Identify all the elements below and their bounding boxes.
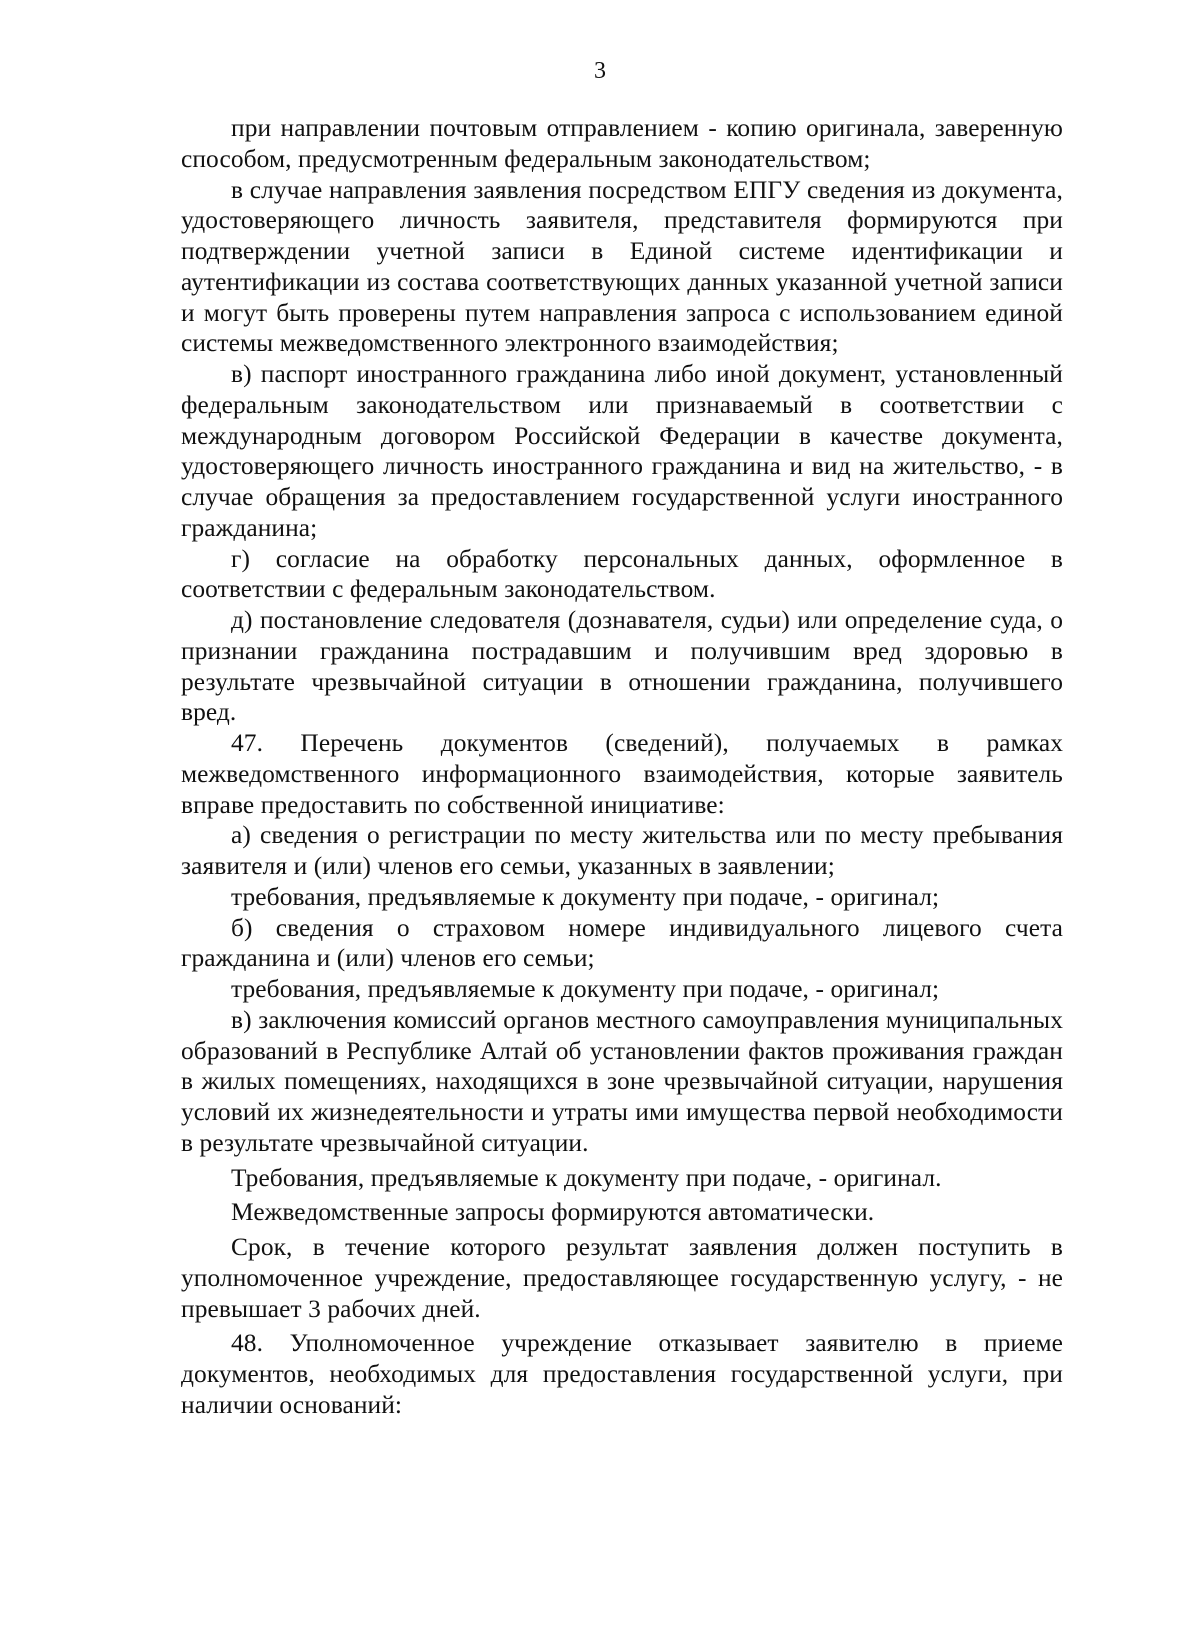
paragraph-item-g-consent: г) согласие на обработку персональных данных, оформленное в соответствии с федеральным законодательством. <box>181 544 1063 604</box>
paragraph-item-b-insurance-number: б) сведения о страховом номере индивидуального лицевого счета гражданина и (или) членов его семьи; <box>181 913 1063 973</box>
paragraph-item-a-registration: а) сведения о регистрации по месту жительства или по месту пребывания заявителя и (или) членов его семьи, указанных в заявлении; <box>181 821 1063 880</box>
paragraph-requirements-original-1: требования, предъявляемые к документу при подаче, - оригинал; <box>231 882 940 911</box>
paragraph-item-v-commission-conclusions: в) заключения комиссий органов местного самоуправления муниципальных образований в Республике Алтай об установлении фактов проживания граждан в жилых помещениях, находящихся в зоне чрезвычайной ситуации, нарушения условий их жизнедеятельности и утраты ими имущества первой необходимости в результате чрезвычайной ситуации. <box>181 1005 1063 1157</box>
paragraph-interagency-requests: Межведомственные запросы формируются автоматически. <box>231 1198 875 1227</box>
paragraph-requirements-original-3: Требования, предъявляемые к документу при подаче, - оригинал. <box>231 1163 942 1192</box>
paragraph-epgu-identity: в случае направления заявления посредством ЕПГУ сведения из документа, удостоверяющего личность заявителя, представителя формируются при подтверждении учетной записи в Единой системе идентификации и аутентификации из состава соответствующих данных указанной учетной записи и могут быть проверены путем направления запроса с использованием единой системы межведомственного электронного взаимодействия; <box>181 175 1063 358</box>
paragraph-item-v-passport: в) паспорт иностранного гражданина либо иной документ, установленный федеральным законодательством или признаваемый в соответствии с международным договором Российской Федерации в качестве документа, удостоверяющего личность иностранного гражданина и вид на жительство, - в случае обращения за предоставлением государственной услуги иностранного гражданина; <box>181 360 1063 542</box>
paragraph-item-d-resolution: д) постановление следователя (дознавателя, судьи) или определение суда, о признании гражданина пострадавшим и получившим вред здоровью в результате чрезвычайной ситуации в отношении гражданина, получившего вред. <box>181 606 1063 727</box>
paragraph-postal-copy: при направлении почтовым отправлением - копию оригинала, заверенную способом, предусмотренным федеральным законодательством; <box>181 114 1063 173</box>
paragraph-clause-47: 47. Перечень документов (сведений), получаемых в рамках межведомственного информационного взаимодействия, которые заявитель вправе предоставить по собственной инициативе: <box>181 729 1063 819</box>
document-body <box>181 113 1063 1421</box>
paragraph-clause-48: 48. Уполномоченное учреждение отказывает заявителю в приеме документов, необходимых для предоставления государственной услуги, при наличии оснований: <box>181 1329 1063 1419</box>
page-number: 3 <box>594 58 606 84</box>
paragraph-response-deadline: Срок, в течение которого результат заявления должен поступить в уполномоченное учреждение, предоставляющее государственную услугу, - не превышает 3 рабочих дней. <box>181 1233 1063 1323</box>
paragraph-requirements-original-2: требования, предъявляемые к документу при подаче, - оригинал; <box>231 975 940 1003</box>
